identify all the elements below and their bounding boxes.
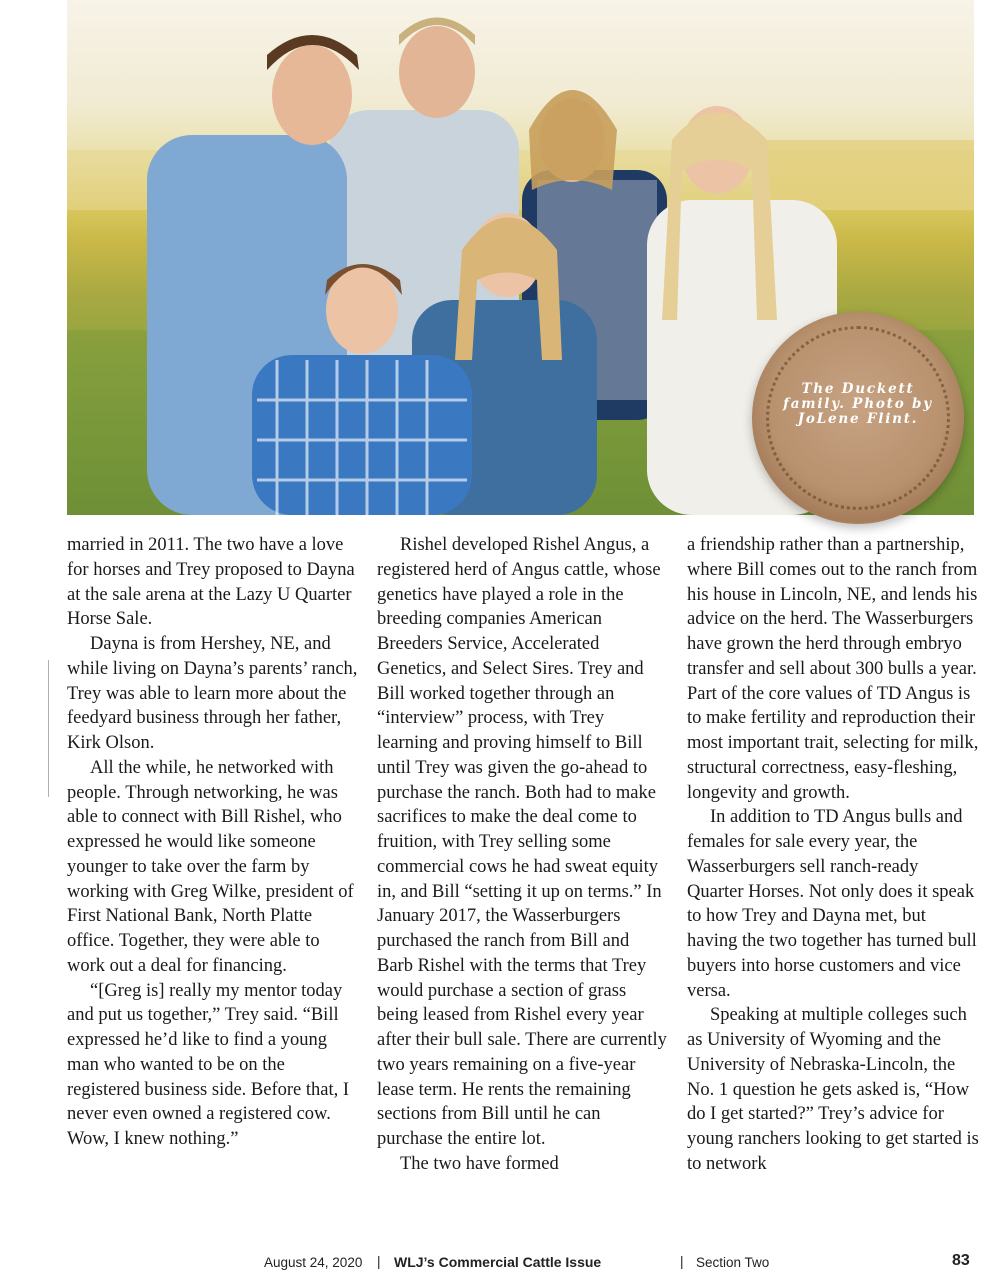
photo-caption-badge [752, 312, 964, 524]
article-column-3 [687, 533, 979, 1177]
page-footer [0, 1252, 1000, 1274]
paragraph: Dayna is from Hershey, NE, and while living on Dayna’s parents’ ranch, Trey was able to learn more about the feedyard business through her father, Kirk Olson. [67, 634, 358, 753]
footer-date: August 24, 2020 [264, 1255, 363, 1270]
margin-rule [48, 660, 49, 797]
paragraph: Rishel developed Rishel Angus, a registered herd of Angus cattle, whose genetics have played a role in the breeding companies American Breeders Service, Accelerated Genetics, and Select Sires. Trey and Bill worked together through an “interview” process, with Trey learning and proving himself to Bill until Trey was given the go-ahead to purchase the ranch. Both had to make sacrifices to make the deal come to fruition, with Trey selling some commercial cows he had sweat equity in, and Bill “setting it up on terms.” In January 2017, the Wasserburgers purchased the ranch from Bill and Barb Rishel with the terms that Trey would purchase a section of grass being leased from Rishel every year after their bull sale. There are currently two years remaining on a five-year lease term. He rents the remaining sections from Bill until he can purchase the entire lot. [377, 535, 667, 1149]
page-number: 83 [952, 1252, 970, 1269]
paragraph: The two have formed [400, 1153, 559, 1174]
photo-caption: The Duckett family. Photo by JoLene Flint. [783, 381, 933, 427]
article-column-1 [67, 533, 359, 1152]
paragraph: “[Greg is] really my mentor today and put us together,” Trey said. “Bill expressed he’d like to find a young man who wanted to be on the registered business side. Before that, I never even owned a registered cow. Wow, I knew nothing.” [67, 980, 350, 1149]
paragraph: All the while, he networked with people. Through networking, he was able to connect with Bill Rishel, who expressed he would like someone younger to take over the farm by working with Greg Wilke, president of First National Bank, North Platte office. Together, they were able to work out a deal for financing. [67, 757, 354, 976]
paragraph: a friendship rather than a partnership, where Bill comes out to the ranch from his house in Lincoln, NE, and lends his advice on the herd. The Wasserburgers have grown the herd through embryo transfer and sell about 300 bulls a year. Part of the core values of TD Angus is to make fertility and reproduction their most important trait, selecting for milk, structural correctness, easy-fleshing, longevity and growth. [687, 535, 979, 803]
footer-publication: WLJ’s Commercial Cattle Issue [394, 1254, 602, 1270]
paragraph: In addition to TD Angus bulls and females for sale every year, the Wasserburgers sell ranch-ready Quarter Horses. Not only does it speak to how Trey and Dayna met, but having the two together has turned bull buyers into horse customers and vice versa. [687, 807, 977, 1001]
footer-separator: | [680, 1254, 684, 1269]
paragraph: Speaking at multiple colleges such as University of Wyoming and the University of Nebraska-Lincoln, the No. 1 question he gets asked is, “How do I get started?” Trey’s advice for young ranchers looking to get started is to network [687, 1005, 979, 1174]
paragraph: married in 2011. The two have a love for horses and Trey proposed to Dayna at the sale arena at the Lazy U Quarter Horse Sale. [67, 535, 355, 630]
article-column-2 [377, 533, 669, 1177]
footer-separator: | [377, 1254, 381, 1269]
footer-section: Section Two [696, 1255, 770, 1270]
